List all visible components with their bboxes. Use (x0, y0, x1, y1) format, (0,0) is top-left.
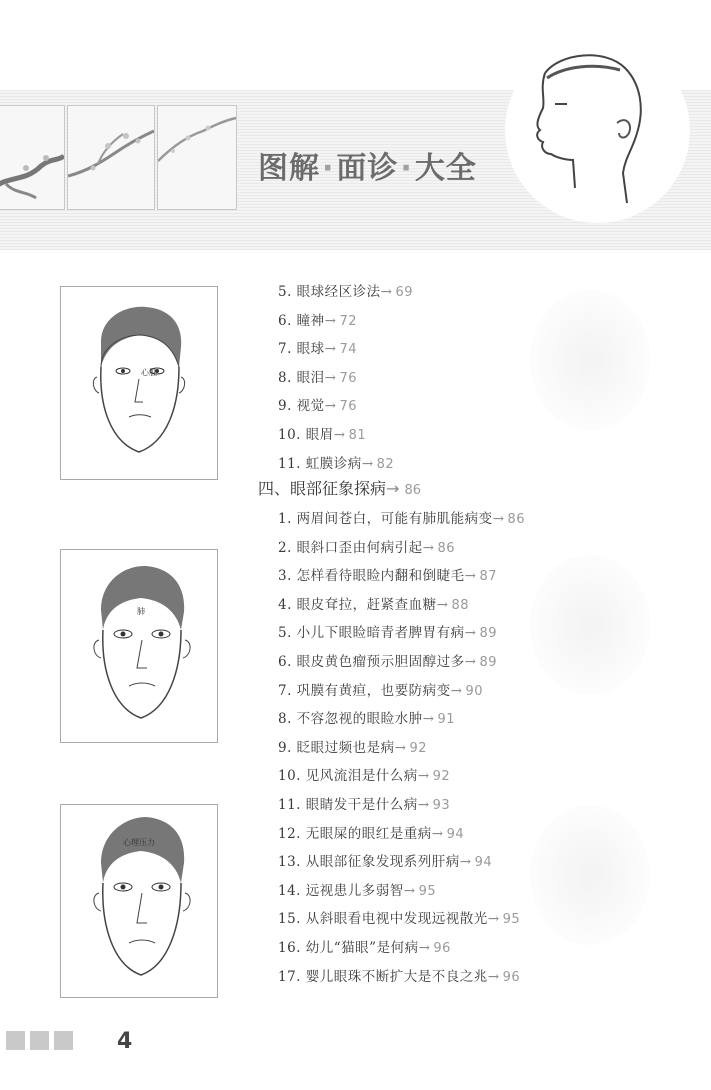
toc-entry-page: 74 (339, 342, 358, 358)
toc-entry-label: 16. 幼儿“猫眼”是何病 (278, 940, 419, 956)
toc-entry-arrow: → (487, 968, 500, 985)
toc-entry-label: 12. 无眼屎的眼红是重病 (278, 825, 432, 842)
toc-entry-arrow: → (417, 768, 430, 785)
toc-entry-page: 91 (437, 712, 456, 728)
toc-entry[interactable] (278, 366, 357, 386)
section-page: 86 (404, 483, 422, 498)
toc-entry-page: 90 (465, 683, 484, 699)
toc-entry[interactable] (278, 593, 469, 613)
toc-entry-page: 86 (437, 540, 456, 556)
toc-entry-page: 86 (507, 512, 526, 527)
toc-entry-page: 96 (433, 941, 451, 956)
face-diagram-lung (60, 549, 218, 743)
toc-entry-arrow: → (418, 940, 431, 956)
toc-entry-label: 11. 眼睛发干是什么病 (278, 797, 418, 813)
toc-entry-page: 94 (474, 855, 493, 871)
ghost-face-1 (530, 290, 650, 430)
toc-entry[interactable] (278, 879, 436, 899)
toc-entry-page: 96 (502, 969, 521, 985)
footer-square-2 (30, 1031, 49, 1050)
toc-entry-arrow: → (464, 654, 477, 670)
toc-entry-page: 95 (418, 883, 437, 899)
toc-entry-arrow: → (422, 711, 435, 728)
toc-entry-page: 89 (479, 655, 498, 670)
toc-entry-label: 9. 视觉 (278, 398, 325, 415)
toc-entry-label: 4. 眼皮耷拉，赶紧查血糖 (278, 596, 437, 613)
toc-entry[interactable] (278, 822, 464, 842)
toc-entry-page: 82 (376, 456, 395, 472)
toc-entry[interactable] (278, 536, 455, 556)
face-diagram-stress (60, 804, 218, 998)
toc-entry[interactable] (278, 764, 450, 784)
toc-section-heading[interactable] (258, 476, 421, 499)
toc-entry-label: 7. 巩膜有黄疸，也要防病变 (278, 682, 451, 699)
toc-entry-arrow: → (361, 455, 374, 472)
toc-entry-arrow: → (487, 911, 500, 928)
toc-entry-arrow: → (324, 341, 337, 358)
book-title (258, 143, 477, 187)
toc-entry[interactable] (278, 793, 450, 813)
profile-head-illustration (505, 38, 690, 223)
toc-entry-label: 5. 眼球经区诊法 (278, 284, 381, 300)
toc-entry-label: 2. 眼斜口歪由何病引起 (278, 539, 423, 556)
footer-square-3 (54, 1031, 73, 1050)
toc-entry-page: 95 (502, 912, 521, 928)
toc-entry-page: 92 (409, 740, 428, 756)
toc-entry-label: 10. 见风流泪是什么病 (278, 768, 418, 785)
toc-entry-page: 88 (451, 597, 470, 613)
toc-entry-arrow: → (431, 825, 444, 842)
toc-entry[interactable] (278, 850, 492, 870)
toc-entry-label: 7. 眼球 (278, 341, 325, 358)
toc-entry-page: 87 (479, 569, 498, 585)
toc-entry[interactable] (278, 564, 497, 584)
toc-entry-label: 1. 两眉间苍白，可能有肺肌能病变 (278, 511, 493, 527)
plum-blossom-panel-1 (0, 105, 65, 210)
toc-entry-page: 94 (446, 826, 465, 842)
toc-entry[interactable] (278, 394, 357, 414)
toc-entry-page: 76 (339, 370, 358, 386)
toc-entry-label: 6. 瞳神 (278, 312, 325, 329)
toc-entry-label: 9. 眨眼过频也是病 (278, 739, 395, 756)
title-part-1: 图解 (258, 151, 320, 186)
toc-entry[interactable] (278, 736, 427, 756)
toc-entry-arrow: → (436, 596, 449, 613)
ghost-face-3 (530, 805, 650, 945)
toc-entry-label: 14. 远视患儿多弱智 (278, 882, 404, 899)
toc-entry-arrow: → (450, 682, 463, 699)
toc-entry-arrow: → (380, 284, 393, 300)
toc-entry-page: 69 (395, 285, 414, 300)
plum-blossom-panel-2 (67, 105, 155, 210)
toc-entry[interactable] (278, 707, 455, 727)
toc-entry-arrow: → (394, 739, 407, 756)
toc-entry-arrow: → (417, 797, 430, 813)
toc-entry-page: 89 (479, 626, 498, 642)
toc-entry-label: 8. 眼泪 (278, 369, 325, 386)
title-part-2: 面诊 (336, 151, 399, 186)
toc-entry-arrow: → (492, 511, 505, 527)
toc-entry-label: 11. 虹膜诊病 (278, 455, 362, 472)
toc-entry-arrow: → (422, 539, 435, 556)
toc-entry-arrow: → (464, 568, 477, 585)
toc-entry-arrow: → (324, 398, 337, 415)
toc-entry-label: 10. 眼眉 (278, 427, 334, 443)
page-header (0, 0, 711, 255)
face-label-lung: 肺 (137, 607, 145, 616)
toc-entry[interactable] (278, 650, 497, 670)
title-separator-1: · (322, 151, 335, 186)
toc-entry[interactable] (278, 621, 497, 641)
toc-entry-arrow: → (333, 427, 346, 443)
section-label: 四、眼部征象探病 (258, 479, 387, 498)
toc-entry-label: 3. 怎样看待眼睑内翻和倒睫毛 (278, 568, 465, 585)
toc-entry[interactable] (278, 965, 520, 985)
toc-entry-arrow: → (403, 882, 416, 899)
plum-blossom-panel-3 (157, 105, 237, 210)
toc-entry-page: 72 (339, 313, 358, 329)
face-label-heart: 心脏 (141, 368, 157, 377)
toc-entry-label: 17. 婴儿眼珠不断扩大是不良之兆 (278, 968, 488, 985)
toc-entry-arrow: → (324, 312, 337, 329)
toc-entry[interactable] (278, 423, 366, 443)
page-number: 4 (117, 1029, 133, 1054)
toc-entry-page: 93 (432, 798, 451, 813)
toc-entry[interactable] (278, 936, 451, 956)
footer-square-1 (6, 1031, 25, 1050)
toc-entry-page: 81 (348, 428, 367, 443)
toc-entry-label: 6. 眼皮黄色瘤预示胆固醇过多 (278, 654, 465, 670)
toc-entry-label: 15. 从斜眼看电视中发现远视散光 (278, 911, 488, 928)
toc-entry-arrow: → (464, 625, 477, 642)
toc-entry[interactable] (278, 452, 394, 472)
title-part-3: 大全 (414, 151, 477, 186)
title-separator-2: · (400, 151, 413, 186)
toc-entry[interactable] (278, 907, 520, 927)
section-arrow: → (386, 479, 400, 498)
toc-entry[interactable] (278, 337, 357, 357)
toc-entry-page: 92 (432, 769, 451, 785)
toc-entry-label: 8. 不容忽视的眼睑水肿 (278, 711, 423, 728)
face-label-stress: 心理压力 (123, 838, 155, 847)
toc-entry-label: 5. 小儿下眼睑暗青者脾胃有病 (278, 625, 465, 642)
toc-entry[interactable] (278, 507, 525, 527)
toc-entry[interactable] (278, 679, 483, 699)
toc-entry-label: 13. 从眼部征象发现系列肝病 (278, 854, 460, 871)
toc-entry-arrow: → (324, 369, 337, 386)
toc-entry[interactable] (278, 280, 413, 300)
face-diagram-heart (60, 286, 218, 480)
toc-entry[interactable] (278, 309, 357, 329)
toc-entry-page: 76 (339, 399, 358, 415)
ghost-face-2 (530, 555, 650, 695)
toc-entry-arrow: → (459, 854, 472, 871)
